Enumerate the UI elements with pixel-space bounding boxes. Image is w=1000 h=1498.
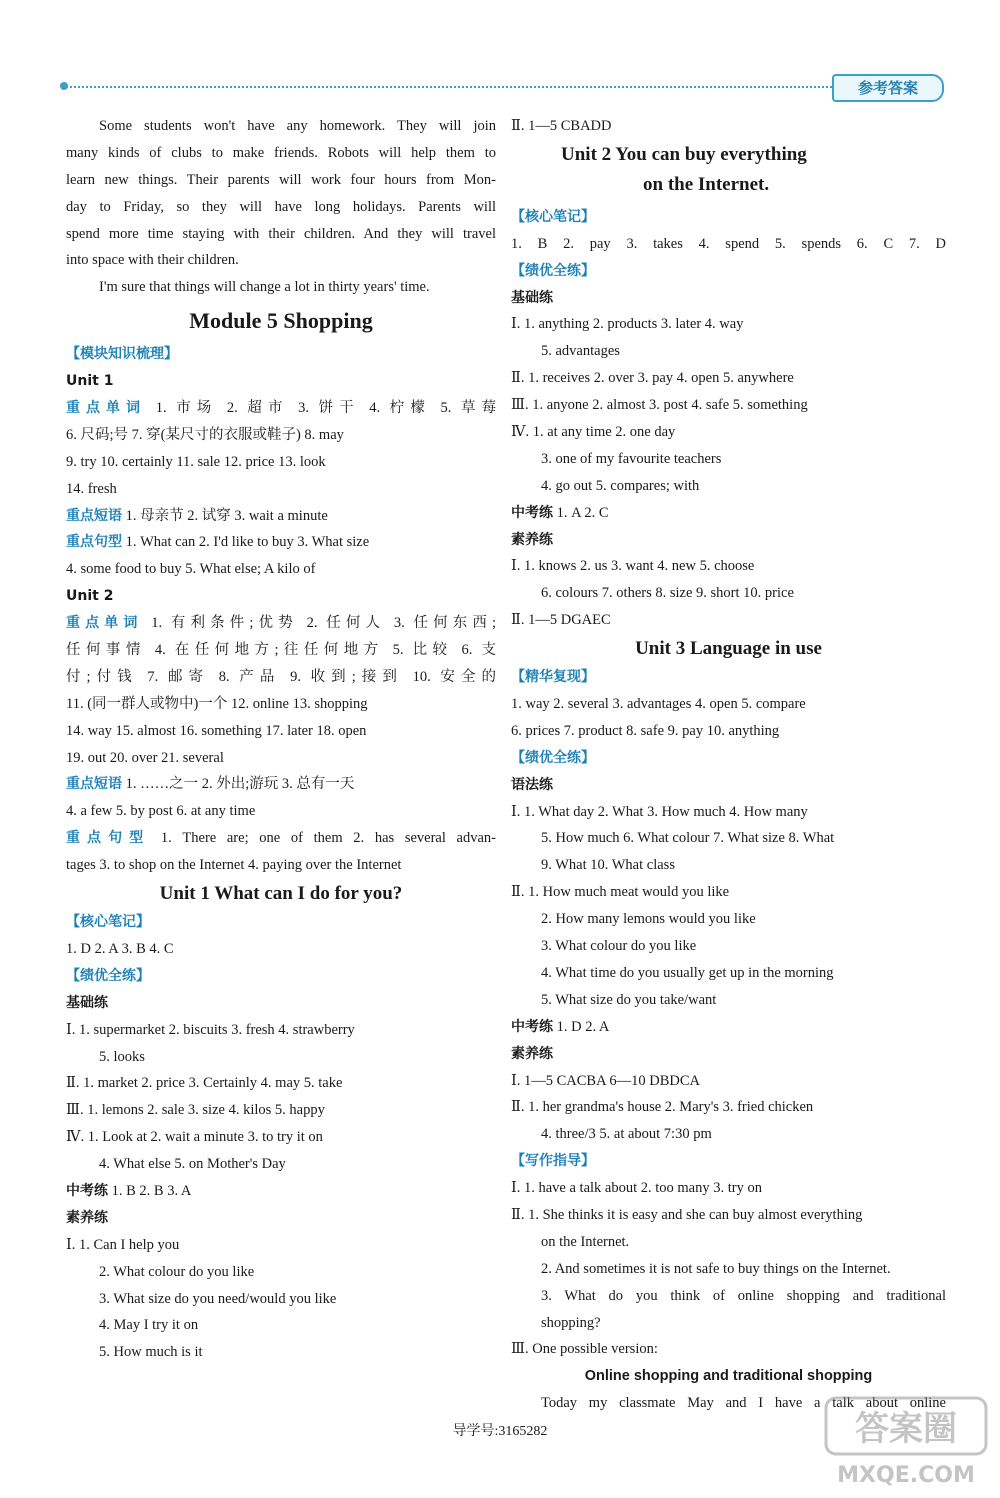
answer-line [66,1232,496,1259]
module-title [66,301,496,341]
left-column [66,113,496,1366]
line-text: Ⅲ. 1. lemons 2. sale 3. size 4. kilos 5. happy [66,1102,325,1119]
line-text: Unit 1 What can I do for you? [159,883,403,905]
line-text: 3. What size do you need/would you like [99,1290,337,1307]
answer-line [511,1014,946,1041]
key-point-label: 重点单词 [66,615,143,632]
answer-line [66,691,496,718]
answer-line [511,691,946,718]
answer-line [511,1121,946,1148]
line-text: 2. How many lemons would you like [541,911,756,928]
answer-line [66,718,496,745]
line-text: Ⅱ. 1—5 CBADD [511,118,612,134]
key-point-label: 重点单词 [66,400,147,417]
line-text: Ⅰ. 1. anything 2. products 3. later 4. way [511,316,744,333]
exercise-heading [511,285,946,312]
key-point-label: 重点短语 [66,776,122,793]
answer-line [511,825,946,852]
line-text: 5. What size do you take/want [541,991,717,1008]
line-text: spend more time staying with their children. And they will travel [66,225,496,242]
answer-line [66,476,496,503]
line-text: 素养练 [66,1209,108,1226]
line-text: 语法练 [511,776,553,793]
line-text: 素养练 [511,531,553,548]
line-text: 6. prices 7. product 8. safe 9. pay 10. anything [511,722,780,739]
answer-line [66,1070,496,1097]
answer-line [511,1094,946,1121]
header-divider [62,86,832,88]
line-text: Ⅱ. 1. She thinks it is easy and she can buy almost everything [511,1206,863,1223]
answer-line [66,140,496,167]
line-text: 2. What colour do you like [99,1263,255,1280]
section-heading [511,1148,946,1175]
line-text: 2. And sometimes it is not safe to buy things on the Internet. [541,1260,891,1277]
answer-line [66,1259,496,1286]
answer-line [66,798,496,825]
right-column [511,113,946,1417]
line-text: 1. 市场 2. 超市 3. 饼干 4. 柠檬 5. 草莓 [146,400,496,417]
answer-line [511,1256,946,1283]
line-text: 5. looks [99,1048,145,1065]
section-heading [66,963,496,990]
answer-line [66,745,496,772]
line-text: Some students won't have any homework. They will join [99,118,496,134]
line-text: 5. How much is it [99,1344,203,1361]
answer-line [511,879,946,906]
answer-line [511,580,946,607]
line-text: 5. advantages [541,343,620,360]
line-text: 11. (同一群人或物中)一个 12. online 13. shopping [66,695,368,712]
line-text: 1. D 2. A 3. B 4. C [66,940,174,957]
line-text: Ⅰ. 1. Can I help you [66,1236,180,1253]
exercise-heading [66,1205,496,1232]
line-text: 【绩优全练】 [511,749,595,766]
watermark-logo [822,1392,992,1492]
line-text: 付;付钱 7. 邮寄 8. 产品 9. 收到;接到 10. 安全的 [66,668,496,685]
section-heading [511,258,946,285]
line-text: 1. B 2. pay 3. takes 4. spend 5. spends 6. C 7. D [511,235,946,252]
answer-line [66,610,496,637]
line-text: 4. What else 5. on Mother's Day [99,1156,286,1173]
unit-title [66,879,496,909]
answer-line [66,1312,496,1339]
answer-line [66,503,496,530]
answer-line [66,247,496,274]
line-text: 6. colours 7. others 8. size 9. short 10. price [541,585,794,602]
line-text: 4. What time do you usually get up in the morning [541,964,834,981]
answer-line [66,529,496,556]
line-text: 1. ……之一 2. 外出;游玩 3. 总有一天 [122,776,355,793]
answer-line [511,311,946,338]
answer-line [66,825,496,852]
line-text: 6. 尺码;号 7. 穿(某尺寸的衣服或鞋子) 8. may [66,426,344,443]
answer-line [511,392,946,419]
line-text: Unit 1 [66,373,114,390]
answer-line [66,1097,496,1124]
line-text: 1. A 2. C [553,504,609,521]
answer-line [66,852,496,879]
line-text: 5. How much 6. What colour 7. What size 8. What [541,830,835,847]
essay-title [511,1363,946,1390]
key-point-label: 重点句型 [66,534,122,551]
answer-line [66,194,496,221]
line-text: 1. 母亲节 2. 试穿 3. wait a minute [122,507,328,524]
answer-line [511,1310,946,1337]
line-text: 【核心笔记】 [511,208,595,225]
line-text: on the Internet. [541,1233,630,1250]
line-text: Online shopping and traditional shopping [584,1368,873,1385]
line-text: tages 3. to shop on the Internet 4. paying over the Internet [66,857,402,874]
answer-line [66,936,496,963]
exercise-heading [511,1041,946,1068]
answer-line [66,274,496,301]
answer-line [66,221,496,248]
line-text: Unit 2 [66,588,114,605]
line-text: Ⅳ. 1. Look at 2. wait a minute 3. to try it on [66,1129,323,1146]
line-text: Ⅰ. 1. What day 2. What 3. How much 4. How many [511,803,808,820]
answer-line [511,1283,946,1310]
line-text: 1. way 2. several 3. advantages 4. open 5. compare [511,696,806,713]
line-text: 4. May I try it on [99,1317,199,1334]
section-heading [66,909,496,936]
key-point-label: 重点短语 [66,507,122,524]
answer-line [511,1202,946,1229]
section-heading [511,204,946,231]
answer-line [66,113,496,140]
answer-line [511,473,946,500]
line-text: Today my classmate May and I have a talk about online [541,1395,946,1412]
watermark-title: 答案圈 [855,1409,957,1449]
section-heading [511,664,946,691]
answer-line [511,365,946,392]
answer-line [511,933,946,960]
answer-line [66,167,496,194]
line-text: 4. go out 5. compares; with [541,477,700,494]
line-text: 基础练 [66,994,108,1011]
line-text: 3. What colour do you like [541,938,697,955]
answer-line [66,664,496,691]
answer-line [511,1229,946,1256]
exercise-heading [66,990,496,1017]
answer-line [511,718,946,745]
line-text: into space with their children. [66,252,239,269]
answer-line [511,607,946,634]
answer-line [66,1017,496,1044]
section-heading [511,745,946,772]
answer-line [66,556,496,583]
line-text: on the Internet. [643,173,770,195]
line-text: shopping? [541,1314,601,1331]
unit-title [511,140,946,170]
line-text: 【绩优全练】 [66,967,150,984]
line-text: Ⅱ. 1. market 2. price 3. Certainly 4. may 5. take [66,1075,343,1092]
line-text: Ⅰ. 1. have a talk about 2. too many 3. try on [511,1180,762,1197]
answer-line [66,771,496,798]
line-text: day to Friday, so they will have long holidays. Parents will [66,198,496,215]
line-text: 1. There are; one of them 2. has several advan- [150,830,496,847]
line-text: Ⅱ. 1—5 DGAEC [511,612,611,629]
line-text: 【精华复现】 [511,669,595,686]
exercise-heading [511,527,946,554]
line-text: 3. What do you think of online shopping and traditional [541,1287,946,1304]
answer-line [511,1068,946,1095]
line-text: 基础练 [511,289,553,306]
answer-line [511,500,946,527]
exercise-heading [511,772,946,799]
guide-number: 导学号:3165282 [452,1424,548,1439]
answer-line [66,1044,496,1071]
line-text: 1. B 2. B 3. A [108,1182,192,1199]
line-text: I'm sure that things will change a lot in thirty years' time. [99,279,430,296]
answer-line [511,231,946,258]
line-text: 【写作指导】 [511,1153,595,1170]
line-text: 【绩优全练】 [511,262,595,279]
line-text: Ⅰ. 1. supermarket 2. biscuits 3. fresh 4. strawberry [66,1021,355,1038]
answer-line [511,960,946,987]
answer-line [66,1286,496,1313]
line-text: 14. way 15. almost 16. something 17. later 18. open [66,722,367,739]
line-text: Ⅱ. 1. her grandma's house 2. Mary's 3. fried chicken [511,1099,814,1116]
answer-line [66,637,496,664]
unit-title-cont [511,170,946,200]
line-text: many kinds of clubs to make friends. Robots will help them to [66,144,496,161]
answer-line [66,1339,496,1366]
line-text: Ⅱ. 1. How much meat would you like [511,884,730,901]
line-text: 9. What 10. What class [541,857,675,874]
line-text: 【模块知识梳理】 [66,346,178,363]
answer-line [511,987,946,1014]
answer-key-badge: 参考答案 [832,74,944,102]
answer-line [511,113,946,140]
answer-line [66,1178,496,1205]
answer-line [511,1175,946,1202]
answer-line [511,852,946,879]
answer-line [66,449,496,476]
line-text: 任何事情 4. 在任何地方;往任何地方 5. 比较 6. 支 [66,642,496,659]
line-text: learn new things. Their parents will work four hours from Mon- [66,171,496,188]
line-text: 19. out 20. over 21. several [66,749,224,766]
line-text: 14. fresh [66,480,117,497]
answer-line [511,1336,946,1363]
section-heading [66,341,496,368]
answer-line [511,338,946,365]
line-text: Unit 3 Language in use [635,638,822,660]
line-text: 4. three/3 5. at about 7:30 pm [541,1126,712,1143]
line-text: Ⅲ. 1. anyone 2. almost 3. post 4. safe 5. something [511,397,808,414]
line-text: 3. one of my favourite teachers [541,450,722,467]
exercise-heading [66,368,496,395]
answer-line [511,553,946,580]
line-text: Ⅰ. 1—5 CACBA 6—10 DBDCA [511,1072,701,1089]
line-text: 1. 有利条件;优势 2. 任何人 3. 任何东西; [142,615,496,632]
answer-line [511,906,946,933]
line-text: Ⅲ. One possible version: [511,1341,658,1358]
exercise-heading [66,583,496,610]
line-text: 1. What can 2. I'd like to buy 3. What size [122,534,370,551]
exam-practice-label: 中考练 [66,1182,108,1199]
key-point-label: 重点句型 [66,830,151,847]
line-text: 1. D 2. A [553,1018,610,1035]
watermark-url: MXQE.COM [837,1463,975,1488]
exam-practice-label: 中考练 [511,1018,553,1035]
line-text: Module 5 Shopping [189,308,373,334]
answer-line [66,1124,496,1151]
answer-line [511,419,946,446]
exam-practice-label: 中考练 [511,504,553,521]
line-text: Ⅱ. 1. receives 2. over 3. pay 4. open 5. anywhere [511,370,794,387]
answer-line [66,1151,496,1178]
unit-title [511,634,946,664]
line-text: Unit 2 You can buy everything [561,143,807,165]
line-text: 4. a few 5. by post 6. at any time [66,803,256,820]
line-text: 【核心笔记】 [66,914,150,931]
line-text: 9. try 10. certainly 11. sale 12. price 13. look [66,453,326,470]
answer-line [511,799,946,826]
line-text: 4. some food to buy 5. What else; A kilo of [66,561,316,578]
line-text: Ⅰ. 1. knows 2. us 3. want 4. new 5. choose [511,558,755,575]
answer-line [66,395,496,422]
line-text: Ⅳ. 1. at any time 2. one day [511,424,676,441]
answer-line [66,422,496,449]
line-text: 素养练 [511,1045,553,1062]
answer-line [511,446,946,473]
